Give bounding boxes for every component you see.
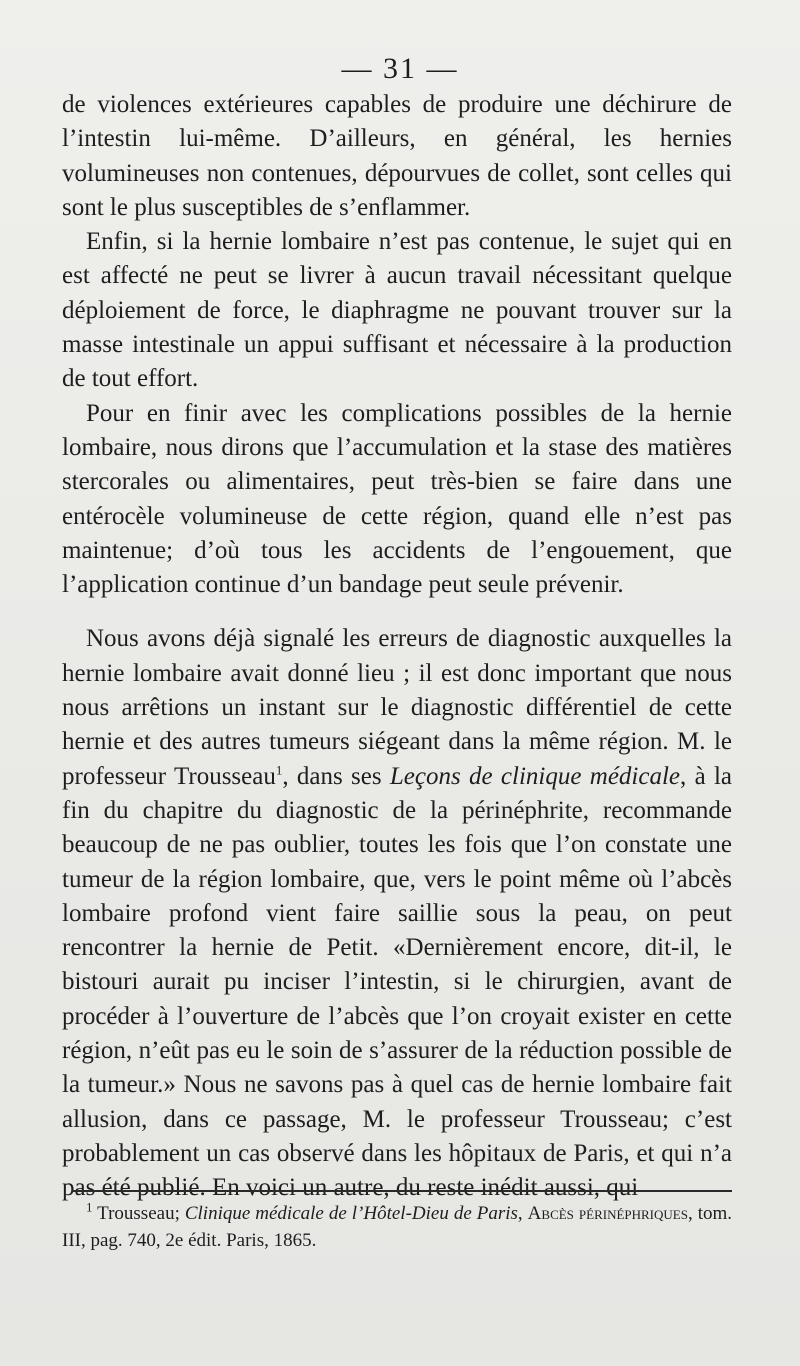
footnote-rest: , tom. III, pag. 740, 2e édit. Paris, 1865. [62,1203,733,1251]
footnote-reference: 1 [275,762,283,778]
footnote-mark: 1 [86,1199,93,1215]
footnote-divider [72,1190,732,1192]
body-text [62,88,732,1206]
cited-work-title: Leçons de clinique médicale [389,762,681,790]
footnote-text [62,1200,732,1254]
paragraph-4 [62,622,732,1205]
footnote-section: Abcès périnéphriques [527,1203,688,1224]
paragraph-2: Enfin, si la hernie lombaire n’est pas contenue, le sujet qui en est affecté ne peut se livrer à aucun travail nécessitant quelque déploiement de force, le diaphragme ne pouvant trouver sur la masse intestinale un appui suffisant et nécessaire à la production de tout effort. [62,228,732,393]
footnote-title: Clinique médicale de l’Hôtel-Dieu de Paris [184,1203,518,1224]
page-number: — 31 — [341,52,459,85]
paragraph-4-mid: , dans ses [282,762,390,790]
paragraph-4-start: Nous avons déjà signalé les erreurs de diagnostic auxquelles la hernie lombaire avait donné lieu ; il est donc important que nous nous arrêtions un instant sur le diagnostic différentiel de cette hernie et des autres tumeurs siégeant dans la même région. M. le professeur Trousseau [62,625,732,790]
footnote [62,1200,732,1254]
footnote-author: Trousseau; [92,1203,185,1224]
paragraph-3: Pour en finir avec les complications possibles de la hernie lombaire, nous dirons que l’accumulation et la stase des matières stercorales ou alimentaires, peut très-bien se faire dans une entérocèle volumineuse de cette région, quand elle n’est pas maintenue; d’où tous les accidents de l’engouement, que l’application continue d’un bandage peut seule prévenir. [62,399,732,599]
paragraph-1: de violences extérieures capables de produire une déchirure de l’intestin lui-même. D’ailleurs, en général, les hernies volumineuses non contenues, dépourvues de collet, sont celles qui sont le plus susceptibles de s’enflammer. [62,91,732,221]
footnote-separator: , [517,1203,528,1224]
paragraph-4-end: , à la fin du chapitre du diagnostic de la périnéphrite, recommande beaucoup de ne pas oublier, toutes les fois que l’on constate une tumeur de la région lombaire, que, vers le point même où l’abcès lombaire profond vient faire saillie sous la peau, on peut rencontrer la hernie de Petit. «Dernièrement encore, dit-il, le bistouri aurait pu inciser l’intestin, si le chirurgien, avant de procéder à l’ouverture de l’abcès que l’on croyait exister en cette région, n’eût pas eu le soin de s’assurer de la réduction possible de la tumeur.» Nous ne savons pas à quel cas de hernie lombaire fait allusion, dans ce passage, M. le professeur Trousseau; c’est probablement un cas observé dans les hôpitaux de Paris, et qui n’a pas été publié. En voici un autre, du reste inédit aussi, qui [62,762,733,1202]
